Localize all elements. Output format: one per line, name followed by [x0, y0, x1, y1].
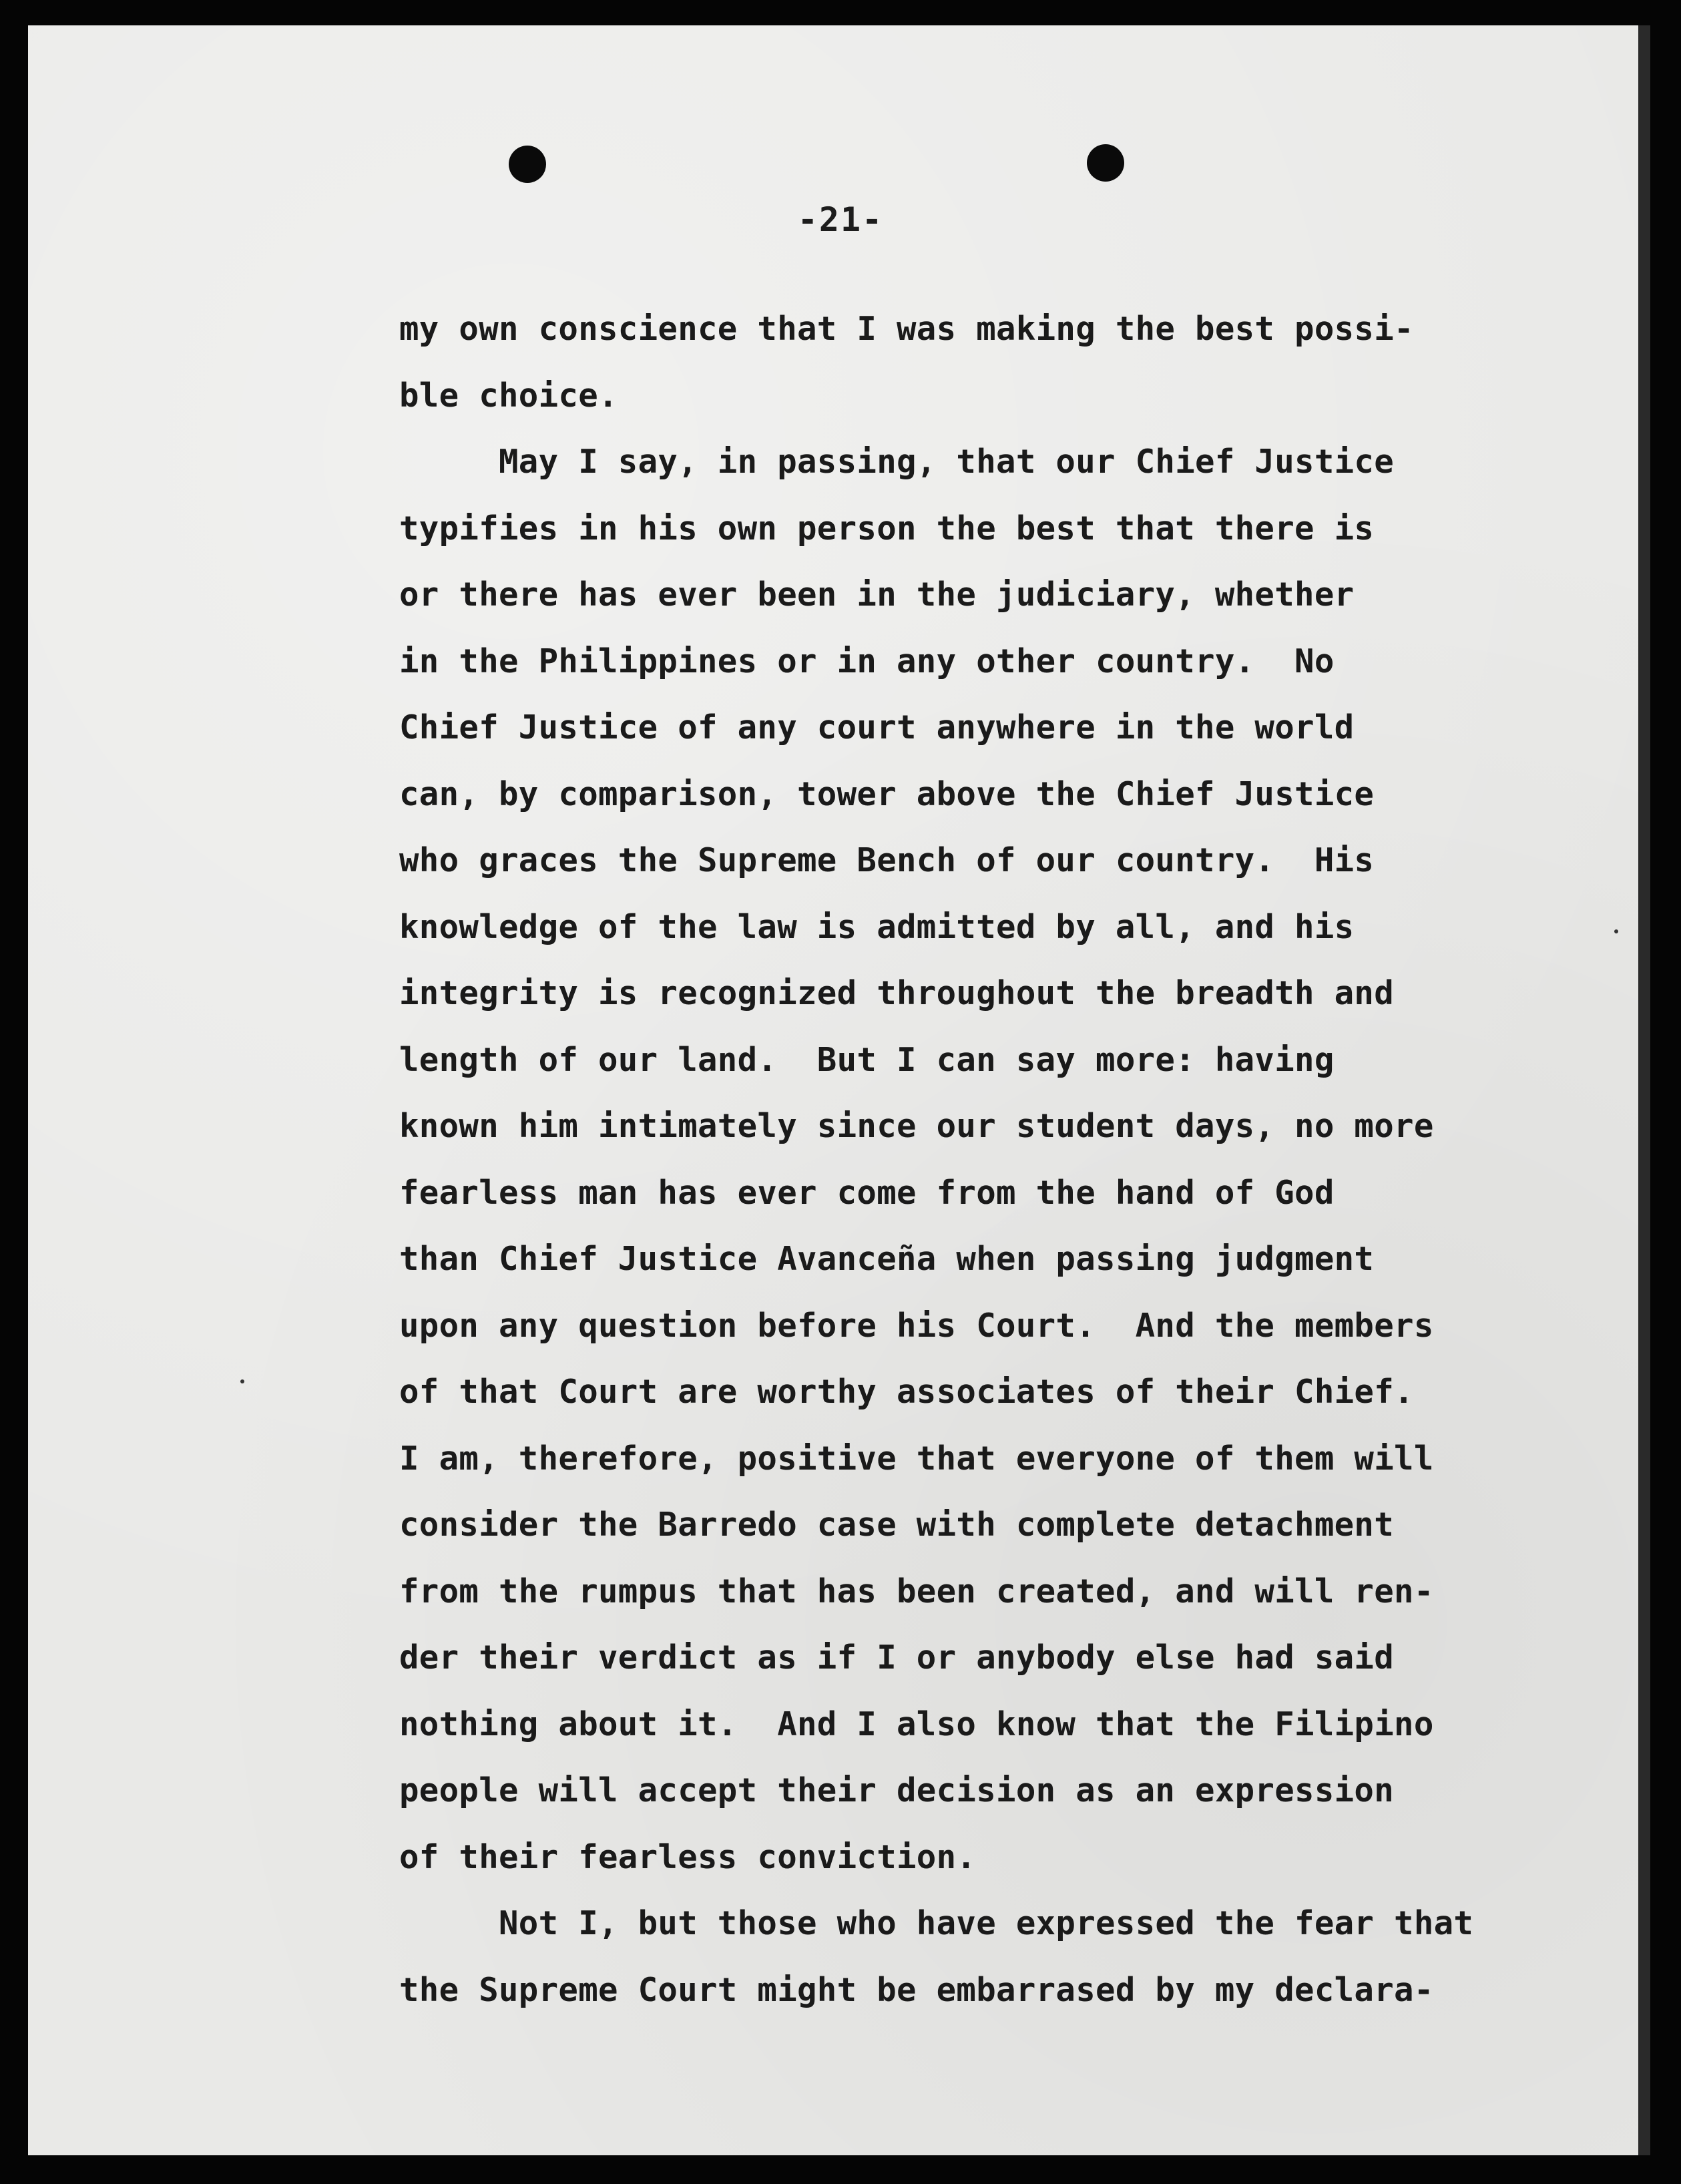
text-line: typifies in his own person the best that there is [399, 509, 1375, 548]
text-line: ble choice. [399, 376, 618, 415]
text-line: known him intimately since our student days, no more [399, 1107, 1434, 1145]
paper-speck [1614, 929, 1618, 933]
text-line: Chief Justice of any court anywhere in the world [399, 708, 1355, 746]
text-line: of their fearless conviction. [399, 1837, 977, 1876]
text-line: nothing about it. And I also know that the Filipino [399, 1705, 1434, 1743]
text-line: length of our land. But I can say more: having [399, 1040, 1335, 1079]
text-line: or there has ever been in the judiciary, whether [399, 576, 1355, 614]
text-line: from the rumpus that has been created, and will ren- [399, 1572, 1434, 1610]
text-line: people will accept their decision as an expression [399, 1771, 1395, 1809]
text-line: upon any question before his Court. And the members [399, 1306, 1434, 1345]
text-line: May I say, in passing, that our Chief Justice [399, 443, 1395, 481]
punch-hole-right [1087, 144, 1124, 182]
text-line: consider the Barredo case with complete detachment [399, 1506, 1395, 1544]
page-number: -21- [797, 200, 884, 239]
text-line: the Supreme Court might be embarrased by my declara- [399, 1970, 1434, 2009]
text-line: than Chief Justice Avanceña when passing judgment [399, 1240, 1375, 1278]
text-line: my own conscience that I was making the best possi- [399, 310, 1414, 348]
text-line: fearless man has ever come from the hand of God [399, 1173, 1335, 1212]
paper-speck [240, 1379, 244, 1383]
text-line: der their verdict as if I or anybody else had said [399, 1639, 1395, 1677]
text-line: I am, therefore, positive that everyone of them will [399, 1439, 1434, 1478]
punch-hole-left [509, 146, 546, 183]
text-line: integrity is recognized throughout the breadth and [399, 974, 1395, 1012]
text-line: in the Philippines or in any other country. No [399, 642, 1335, 680]
text-line: knowledge of the law is admitted by all, and his [399, 907, 1355, 946]
text-line: of that Court are worthy associates of their Chief. [399, 1373, 1414, 1411]
text-line: who graces the Supreme Bench of our country. His [399, 841, 1375, 879]
body-text [399, 296, 1534, 2023]
text-line: Not I, but those who have expressed the fear that [399, 1904, 1474, 1942]
text-line: can, by comparison, tower above the Chief Justice [399, 775, 1375, 813]
